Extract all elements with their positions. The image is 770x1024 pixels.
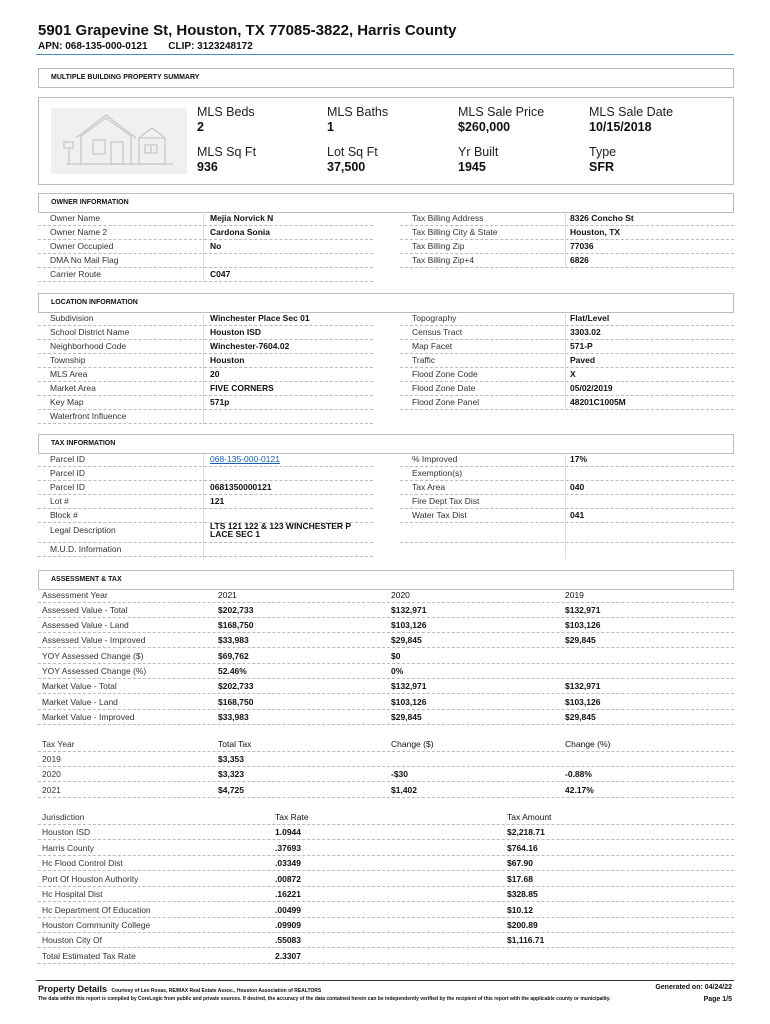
- jurisdiction-row: Houston City Of .55083 $1,116.71: [38, 933, 734, 948]
- tax-row: Parcel ID: [38, 467, 373, 481]
- location-row: Township Houston: [38, 354, 373, 368]
- location-right-row: Topography Flat/Level: [412, 313, 610, 323]
- jurisdiction-row: Harris County .37693 $764.16: [38, 841, 734, 856]
- apn-clip-line: [38, 41, 271, 52]
- tax-row: Block #: [38, 509, 373, 523]
- stat-mls-sale-price: MLS Sale Price $260,000: [458, 105, 545, 134]
- footer-divider: [36, 980, 734, 981]
- location-row: Market Area FIVE CORNERS: [38, 382, 373, 396]
- owner-billing-row: Tax Billing Address 8326 Concho St: [412, 213, 634, 223]
- location-row: MLS Area 20: [38, 368, 373, 382]
- tax-year-row: 2019 $3,353: [38, 752, 734, 767]
- jurisdiction-row: Hc Flood Control Dist .03349 $67.90: [38, 856, 734, 871]
- assessment-row: Market Value - Total $202,733 $132,971 $132,971: [38, 679, 734, 694]
- jurisdiction-row: Port Of Houston Authority .00872 $17.68: [38, 872, 734, 887]
- assessment-row: Assessed Value - Improved $33,983 $29,845 $29,845: [38, 633, 734, 648]
- parcel-id-link[interactable]: 068-135-000-0121: [210, 454, 280, 464]
- summary-panel: [38, 97, 734, 185]
- assessment-section-header: ASSESSMENT & TAX: [38, 570, 734, 590]
- location-row: Waterfront Influence: [38, 410, 373, 424]
- tax-row: Parcel ID 068-135-000-0121: [38, 453, 373, 467]
- tax-right-row: Fire Dept Tax Dist: [412, 496, 480, 506]
- tax-year-header-row: Tax Year Total Tax Change ($) Change (%): [38, 737, 734, 752]
- jurisdiction-row: Houston Community College .09909 $200.89: [38, 918, 734, 933]
- tax-row: Parcel ID 0681350000121: [38, 481, 373, 495]
- assessment-row: YOY Assessed Change (%) 52.46% 0%: [38, 664, 734, 679]
- location-row: Neighborhood Code Winchester-7604.02: [38, 340, 373, 354]
- owner-row: Carrier Route C047: [38, 268, 373, 282]
- page-title: 5901 Grapevine St, Houston, TX 77085-3822, Harris County: [38, 22, 457, 39]
- owner-section-header: OWNER INFORMATION: [38, 193, 734, 213]
- summary-section-header: MULTIPLE BUILDING PROPERTY SUMMARY: [38, 68, 734, 88]
- location-right-row: Flood Zone Panel 48201C1005M: [412, 397, 626, 407]
- tax-year-row: 2021 $4,725 $1,402 42.17%: [38, 783, 734, 798]
- location-row: Subdivision Winchester Place Sec 01: [38, 312, 373, 326]
- stat-mls-sale-date: MLS Sale Date 10/15/2018: [589, 105, 674, 134]
- owner-info-table: [38, 212, 734, 282]
- location-info-table: [38, 312, 734, 424]
- tax-year-row: 2020 $3,323 -$30 -0.88%: [38, 767, 734, 782]
- tax-row: M.U.D. Information: [38, 543, 373, 557]
- apn-text: APN: 068-135-000-0121: [38, 41, 148, 52]
- jurisdiction-row: Hc Department Of Education .00499 $10.12: [38, 903, 734, 918]
- tax-right-row: Tax Area 040: [412, 482, 585, 492]
- location-section-header: LOCATION INFORMATION: [38, 293, 734, 313]
- house-icon: [51, 108, 187, 174]
- assessment-header-row: Assessment Year 2021 2020 2019: [38, 588, 734, 603]
- assessment-row: Assessed Value - Land $168,750 $103,126 $103,126: [38, 618, 734, 633]
- assessment-row: Market Value - Land $168,750 $103,126 $103,126: [38, 695, 734, 710]
- owner-row: DMA No Mail Flag: [38, 254, 373, 268]
- location-right-row: Flood Zone Code X: [412, 369, 576, 379]
- stat-mls-baths: MLS Baths 1: [327, 105, 389, 134]
- owner-row: Owner Occupied No: [38, 240, 373, 254]
- assessment-row: Market Value - Improved $33,983 $29,845 $29,845: [38, 710, 734, 725]
- tax-info-table: [38, 453, 734, 559]
- owner-billing-row: Tax Billing City & State Houston, TX: [412, 227, 621, 237]
- tax-right-row: Water Tax Dist 041: [412, 510, 585, 520]
- jurisdiction-row: Hc Hospital Dist .16221 $328.85: [38, 887, 734, 902]
- page-number: Page 1/5: [703, 996, 732, 1003]
- location-row: Key Map 571p: [38, 396, 373, 410]
- footer-disclaimer: The data within this report is compiled by CoreLogic from public and private sources. If desired, the accuracy of the data contained herein can be independently verified by the recipient of this report with the applicable county or municipality.: [38, 996, 611, 1002]
- tax-row-legal: Legal Description LTS 121 122 & 123 WINCHESTER P LACE SEC 1: [38, 523, 373, 543]
- owner-row: Owner Name 2 Cardona Sonia: [38, 226, 373, 240]
- jurisdiction-row: Houston ISD 1.0944 $2,218.71: [38, 825, 734, 840]
- location-right-row: Map Facet 571-P: [412, 341, 593, 351]
- location-right-row: Traffic Paved: [412, 355, 596, 365]
- location-row: School District Name Houston ISD: [38, 326, 373, 340]
- jurisdiction-header-row: Jurisdiction Tax Rate Tax Amount: [38, 810, 734, 825]
- stat-lot-sq-ft: Lot Sq Ft 37,500: [327, 145, 378, 174]
- location-right-row: Flood Zone Date 05/02/2019: [412, 383, 613, 393]
- owner-billing-row: Tax Billing Zip+4 6826: [412, 255, 589, 265]
- owner-row: Owner Name Mejia Norvick N: [38, 212, 373, 226]
- stat-mls-beds: MLS Beds 2: [197, 105, 255, 134]
- header-divider: [36, 54, 734, 55]
- jurisdiction-total-row: Total Estimated Tax Rate 2.3307: [38, 949, 734, 964]
- location-right-row: Census Tract 3303.02: [412, 327, 601, 337]
- tax-section-header: TAX INFORMATION: [38, 434, 734, 454]
- generated-date: Generated on: 04/24/22: [655, 984, 732, 991]
- stat-yr-built: Yr Built 1945: [458, 145, 499, 174]
- stat-mls-sq-ft: MLS Sq Ft 936: [197, 145, 257, 174]
- tax-right-row: % Improved 17%: [412, 454, 588, 464]
- tax-row: Lot # 121: [38, 495, 373, 509]
- owner-billing-row: Tax Billing Zip 77036: [412, 241, 594, 251]
- clip-text: CLIP: 3123248172: [168, 41, 253, 52]
- stat-type: Type SFR: [589, 145, 617, 174]
- tax-right-row: Exemption(s): [412, 468, 463, 478]
- assessment-row: YOY Assessed Change ($) $69,762 $0: [38, 649, 734, 664]
- assessment-row: Assessed Value - Total $202,733 $132,971 $132,971: [38, 603, 734, 618]
- footer-title: Property Details Courtesy of Leo Rosas, RE/MAX Real Estate Assoc., Houston Association of REALTORS: [38, 984, 322, 994]
